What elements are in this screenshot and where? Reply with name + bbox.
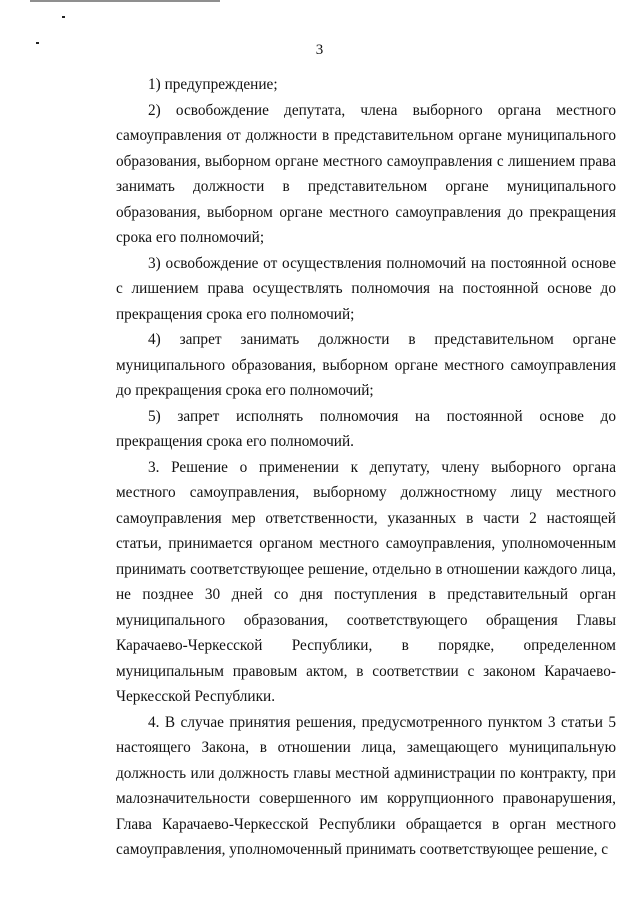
scan-artifact-line bbox=[30, 0, 220, 2]
document-body bbox=[116, 72, 616, 863]
paragraph-item-1: 1) предупреждение; bbox=[148, 76, 278, 93]
paragraph-item-4: 4) запрет занимать должности в представительном органе муниципального образования, выборном органе местного самоуправления до прекращения срока его полномочий; bbox=[116, 331, 616, 399]
scan-artifact-dot bbox=[62, 16, 65, 18]
paragraph-item-5: 5) запрет исполнять полномочия на постоянной основе до прекращения срока его полномочий. bbox=[116, 407, 616, 450]
paragraph-part-3: 3. Решение о применении к депутату, члену выборного органа местного самоуправления, выборному должностному лицу местного самоуправления мер ответственности, указанных в части 2 настоящей статьи, принимается органом местного самоуправления, уполномоченным принимать соответствующее решение, отдельно в отношении каждого лица, не позднее 30 дней со дня поступления в представительный орган муниципального образования, соответствующего обращения Главы Карачаево-Черкесской Республики, в порядке, определенном муниципальным правовым актом, в соответствии с законом Карачаево-Черкесской Республики. bbox=[116, 458, 616, 705]
paragraph-item-3: 3) освобождение от осуществления полномочий на постоянной основе с лишением права осуществлять полномочия на постоянной основе до прекращения срока его полномочий; bbox=[116, 254, 616, 323]
paragraph-part-4: 4. В случае принятия решения, предусмотренного пунктом 3 статьи 5 настоящего Закона, в отношении лица, замещающего муниципальную должность или должность главы местной администрации по контракту, при малозначительности совершенного им коррупционного правонарушения, Глава Карачаево-Черкесской Республики обращается в орган местного самоуправления, уполномоченный принимать соответствующее решение, с bbox=[116, 713, 616, 858]
page-number: 3 bbox=[315, 42, 324, 58]
paragraph-item-2: 2) освобождение депутата, члена выборного органа местного самоуправления от должности в представительном органе муниципального образования, выборном органе местного самоуправления с лишением права занимать должности в представительном органе муниципального образования, выборном органе местного самоуправления до прекращения срока его полномочий; bbox=[116, 101, 616, 246]
